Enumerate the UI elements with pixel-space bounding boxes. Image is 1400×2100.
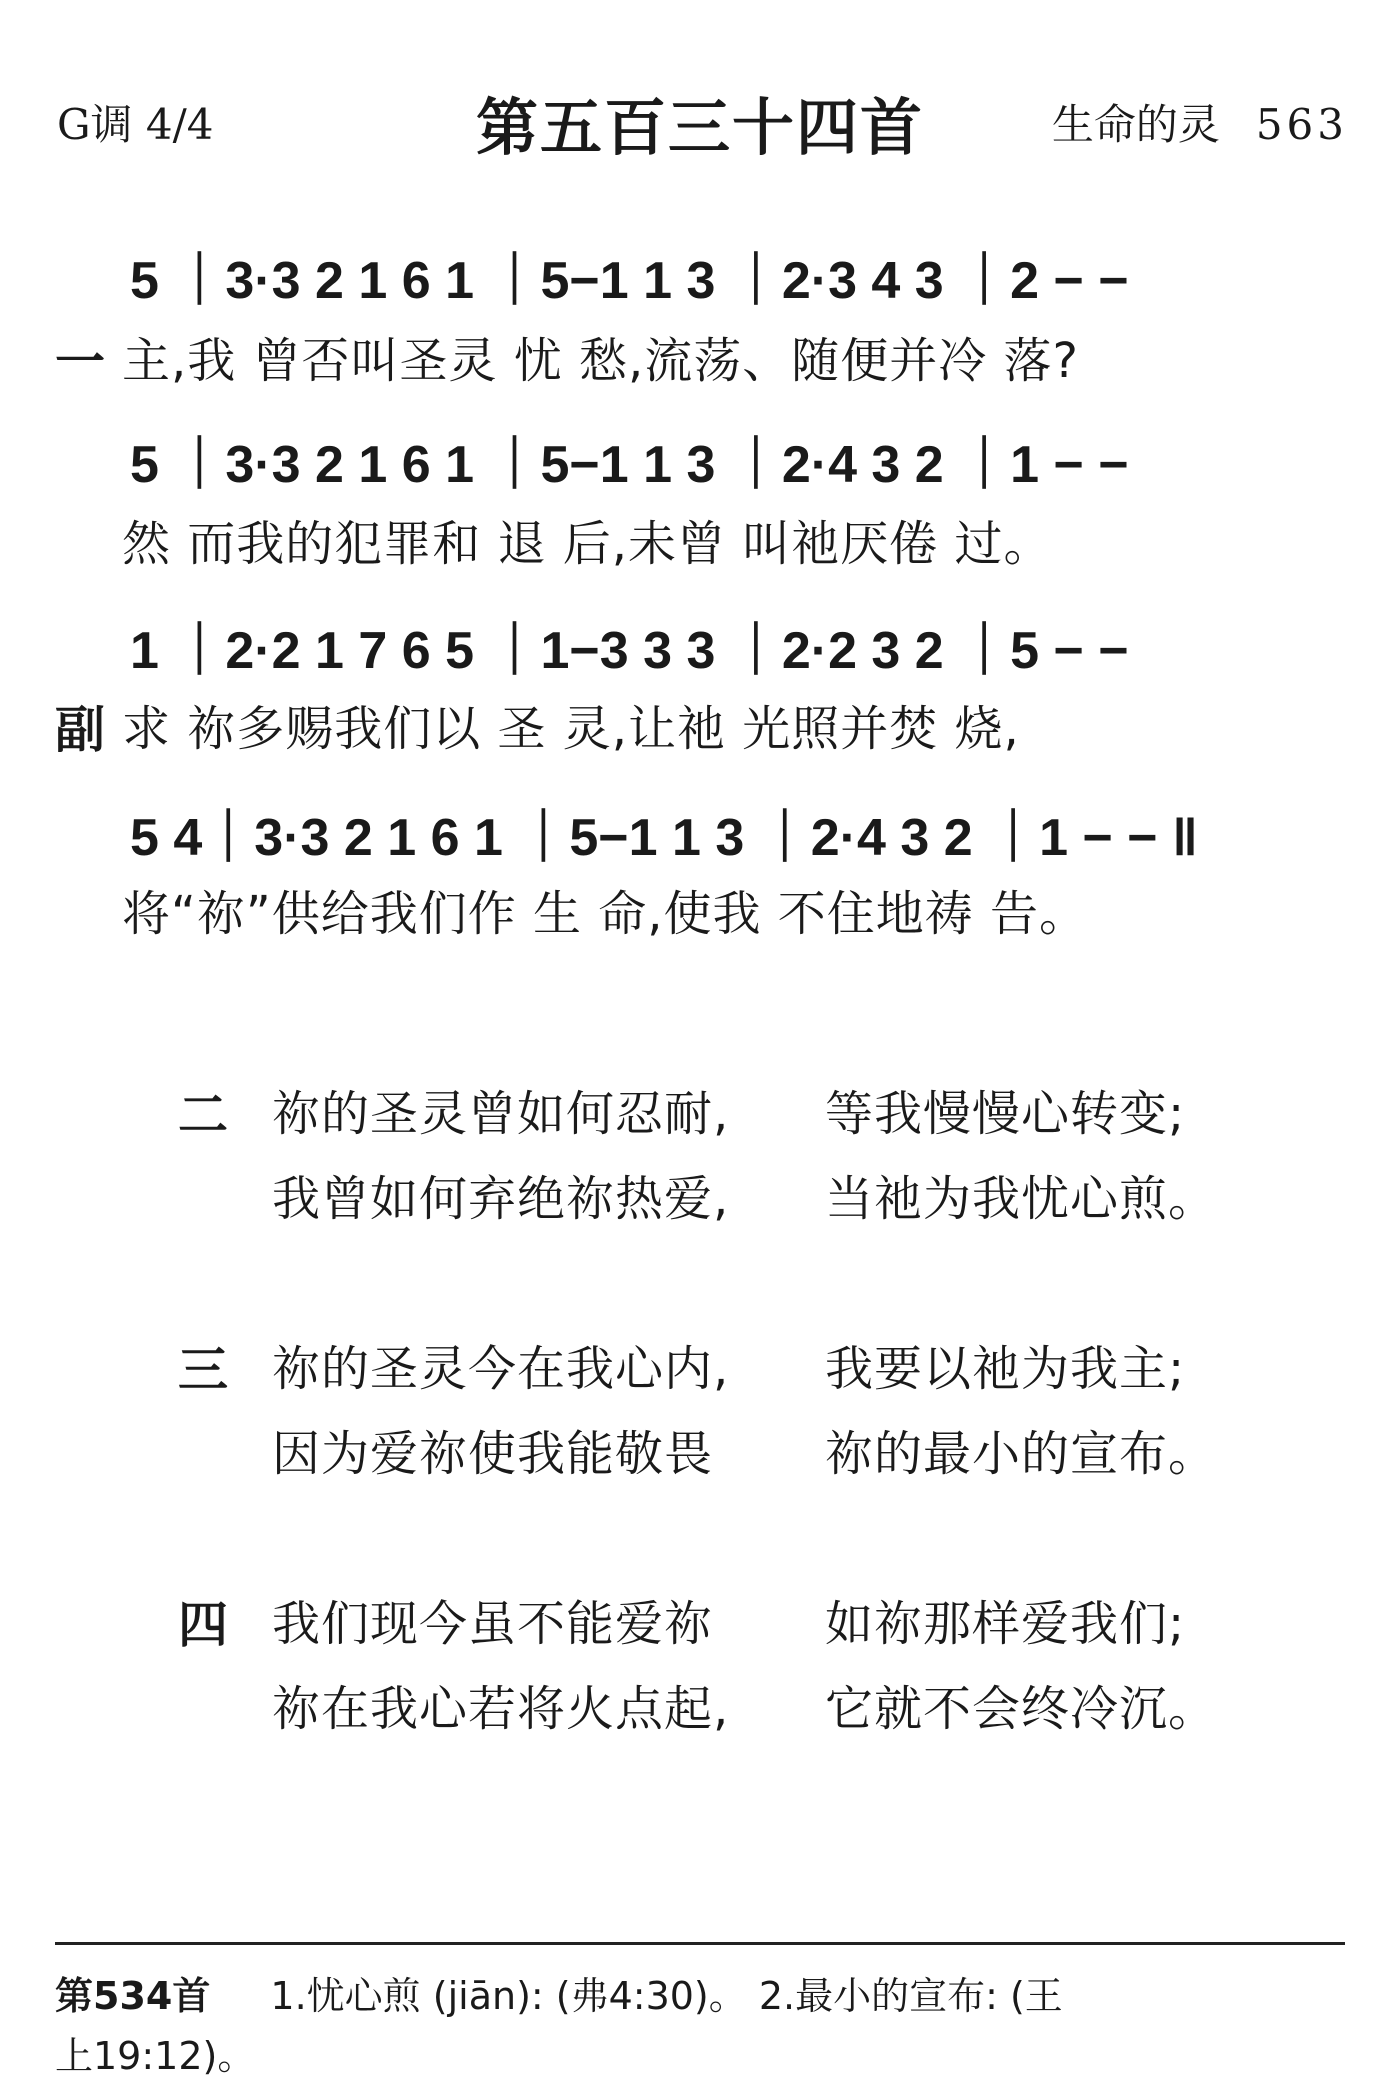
verse-3-line-1b: 我要以祂为我主; bbox=[825, 1341, 1186, 1397]
notation-line-3: 1 ｜2·2 1 7 6 5 ｜1−3 3 3 ｜2·2 3 2 ｜5 − − bbox=[130, 622, 1129, 680]
verse-3-line-1a: 祢的圣灵今在我心内, bbox=[272, 1341, 730, 1397]
verse-4-line-1a: 我们现今虽不能爱祢 bbox=[272, 1596, 714, 1652]
lyric-line-4: 将“祢”供给我们作 生 命,使我 不住地祷 告。 bbox=[122, 886, 1089, 942]
footnote-line-2: 上19:12)。 bbox=[55, 2034, 256, 2078]
notation-line-2: 5 ｜3·3 2 1 6 1 ｜5−1 1 3 ｜2·4 3 2 ｜1 − − bbox=[130, 436, 1129, 494]
verse-label-1: 一 bbox=[55, 333, 105, 391]
footnote-text-1: 1.忧心煎 (jiān): (弗4:30)。 2.最小的宣布: (王 bbox=[270, 1974, 1063, 2018]
verse-3-line-2a: 因为爱祢使我能敬畏 bbox=[272, 1426, 714, 1482]
verse-2-line-1b: 等我慢慢心转变; bbox=[825, 1086, 1186, 1142]
verse-2-line-1a: 祢的圣灵曾如何忍耐, bbox=[272, 1086, 730, 1142]
notation-line-1: 5 ｜3·3 2 1 6 1 ｜5−1 1 3 ｜2·3 4 3 ｜2 − − bbox=[130, 252, 1129, 310]
verse-number-3: 三 bbox=[178, 1341, 228, 1399]
footnote-label: 第534首 bbox=[55, 1974, 211, 2018]
footnote-divider bbox=[55, 1942, 1345, 1945]
hymn-subtitle-and-page bbox=[1052, 92, 1348, 152]
verse-number-2: 二 bbox=[178, 1086, 228, 1144]
lyric-line-3: 求 祢多赐我们以 圣 灵,让祂 光照并焚 烧, bbox=[122, 701, 1020, 757]
verse-3-line-2b: 祢的最小的宣布。 bbox=[825, 1426, 1218, 1482]
lyric-line-2: 然 而我的犯罪和 退 后,未曾 叫祂厌倦 过。 bbox=[122, 516, 1053, 572]
refrain-label: 副 bbox=[55, 701, 105, 759]
verse-2-line-2b: 当祂为我忧心煎。 bbox=[825, 1171, 1218, 1227]
verse-2-line-2a: 我曾如何弃绝祢热爱, bbox=[272, 1171, 730, 1227]
verse-4-line-2a: 祢在我心若将火点起, bbox=[272, 1681, 730, 1737]
verse-number-4: 四 bbox=[178, 1596, 228, 1654]
hymn-title: 第五百三十四首 bbox=[475, 91, 924, 164]
verse-4-line-1b: 如祢那样爱我们; bbox=[825, 1596, 1186, 1652]
page-number: 563 bbox=[1255, 100, 1348, 149]
verse-4-line-2b: 它就不会终冷沉。 bbox=[825, 1681, 1218, 1737]
key-time-signature: G调 4/4 bbox=[57, 100, 214, 149]
footnote-line-1 bbox=[55, 1965, 1063, 2020]
notation-line-4: 5 4｜3·3 2 1 6 1 ｜5−1 1 3 ｜2·4 3 2 ｜1 − − ‖ bbox=[130, 809, 1198, 867]
hymn-subtitle: 生命的灵 bbox=[1051, 100, 1220, 149]
lyric-line-1: 主,我 曾否叫圣灵 忧 愁,流荡、随便并冷 落? bbox=[122, 333, 1080, 389]
